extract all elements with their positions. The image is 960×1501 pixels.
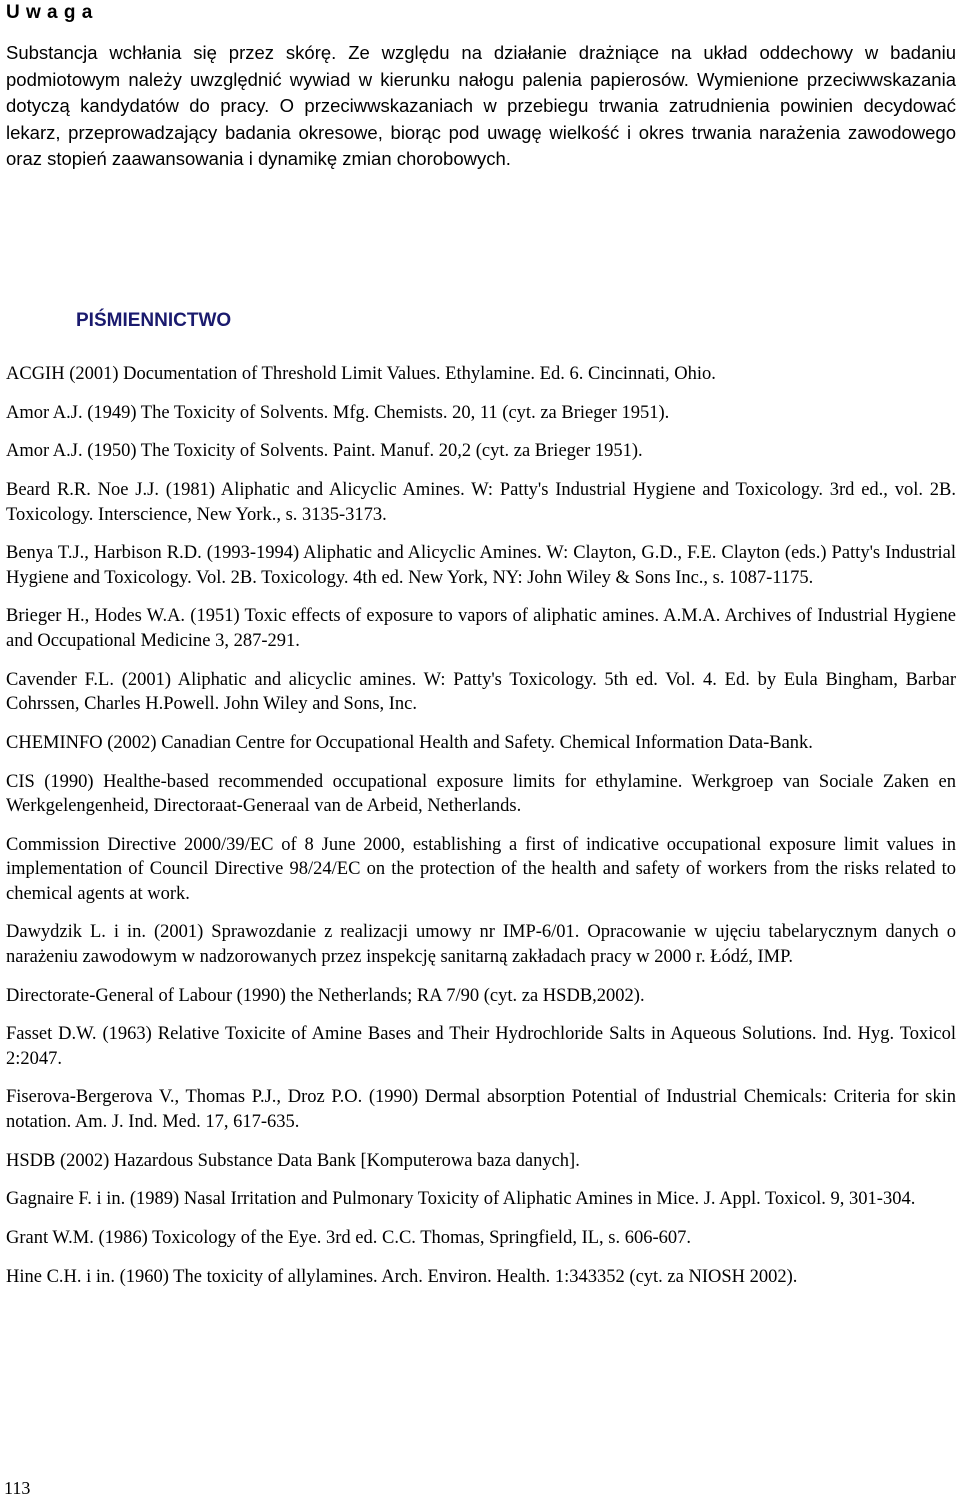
reference-item: Brieger H., Hodes W.A. (1951) Toxic effects of exposure to vapors of aliphatic amines. A.M.A. Archives of Industrial Hygiene and Occupational Medicine 3, 287-291. [6,606,956,651]
reference-item: CHEMINFO (2002) Canadian Centre for Occupational Health and Safety. Chemical Information Data-Bank. [6,732,813,753]
reference-item: Fasset D.W. (1963) Relative Toxicite of Amine Bases and Their Hydrochloride Salts in Aqueous Solutions. Ind. Hyg. Toxicol 2:2047. [6,1024,956,1069]
reference-item: Grant W.M. (1986) Toxicology of the Eye. 3rd ed. C.C. Thomas, Springfield, IL, s. 606-607. [6,1228,692,1248]
reference-item: Fiserova-Bergerova V., Thomas P.J., Droz P.O. (1990) Dermal absorption Potential of Industrial Chemicals: Criteria for skin notation. Am. J. Ind. Med. 17, 617-635. [6,1087,956,1132]
reference-item: ACGIH (2001) Documentation of Threshold Limit Values. Ethylamine. Ed. 6. Cincinnati, Ohio. [6,364,716,384]
note-heading: U w a g a [6,2,93,23]
reference-item: Beard R.R. Noe J.J. (1981) Aliphatic and Alicyclic Amines. W: Patty's Industrial Hygiene and Toxicology. 3rd ed., vol. 2B. Toxicology. Interscience, New York., s. 3135-3173. [6,480,956,525]
page-number: 113 [4,1478,31,1498]
reference-item: Gagnaire F. i in. (1989) Nasal Irritation and Pulmonary Toxicity of Aliphatic Amines in Mice. J. Appl. Toxicol. 9, 301-304. [6,1189,916,1210]
reference-item: Amor A.J. (1950) The Toxicity of Solvents. Paint. Manuf. 20,2 (cyt. za Brieger 1951). [6,441,643,462]
note-paragraph: Substancja wchłania się przez skórę. Ze względu na działanie drażniące na układ oddechowy w badaniu podmiotowym należy uwzględnić wywiad w kierunku nałogu palenia papierosów. Wymienione przeciwwskazania dotyczą kandydatów do pracy. O przeciwwskazaniach w przebiegu trwania zatrudnienia powinien decydować lekarz, przeprowadzający badania okresowe, biorąc pod uwagę wielkość i okres trwania narażenia zawodowego oraz stopień zaawansowania i dynamikę zmian chorobowych. [6,42,956,169]
reference-item: Dawydzik L. i in. (2001) Sprawozdanie z realizacji umowy nr IMP-6/01. Opracowanie w ujęciu tabelarycznym danych o narażeniu zawodowym w nadzorowanych przez inspekcję sanitarną zakładach pracy w 2000 r. Łódź, IMP. [6,922,956,967]
reference-item: Directorate-General of Labour (1990) the Netherlands; RA 7/90 (cyt. za HSDB,2002). [6,985,645,1006]
reference-item: Cavender F.L. (2001) Aliphatic and alicyclic amines. W: Patty's Toxicology. 5th ed. Vol. 4. Ed. by Eula Bingham, Barbar Cohrssen, Charles H.Powell. John Wiley and Sons, Inc. [6,669,956,715]
references-list [6,362,956,1303]
reference-item: Commission Directive 2000/39/EC of 8 June 2000, establishing a first of indicative occupational exposure limit values in implementation of Council Directive 98/24/EC on the protection of the health and safety of workers from the risks related to chemical agents at work. [6,834,956,904]
reference-item: CIS (1990) Healthe-based recommended occupational exposure limits for ethylamine. Werkgroep van Sociale Zaken en Werkgelengenheid, Directoraat-Generaal van de Arbeid, Netherlands. [6,771,956,816]
references-title: PIŚMIENNICTWO [76,310,232,331]
reference-item: Amor A.J. (1949) The Toxicity of Solvents. Mfg. Chemists. 20, 11 (cyt. za Brieger 1951). [6,402,670,423]
reference-item: HSDB (2002) Hazardous Substance Data Bank [Komputerowa baza danych]. [6,1150,580,1171]
reference-item: Hine C.H. i in. (1960) The toxicity of allylamines. Arch. Environ. Health. 1:343352 (cyt. za NIOSH 2002). [6,1266,798,1287]
reference-item: Benya T.J., Harbison R.D. (1993-1994) Aliphatic and Alicyclic Amines. W: Clayton, G.D., F.E. Clayton (eds.) Patty's Industrial Hygiene and Toxicology. Vol. 2B. Toxicology. 4th ed. New York, NY: John Wiley & Sons Inc., s. 1087-1175. [6,543,956,588]
